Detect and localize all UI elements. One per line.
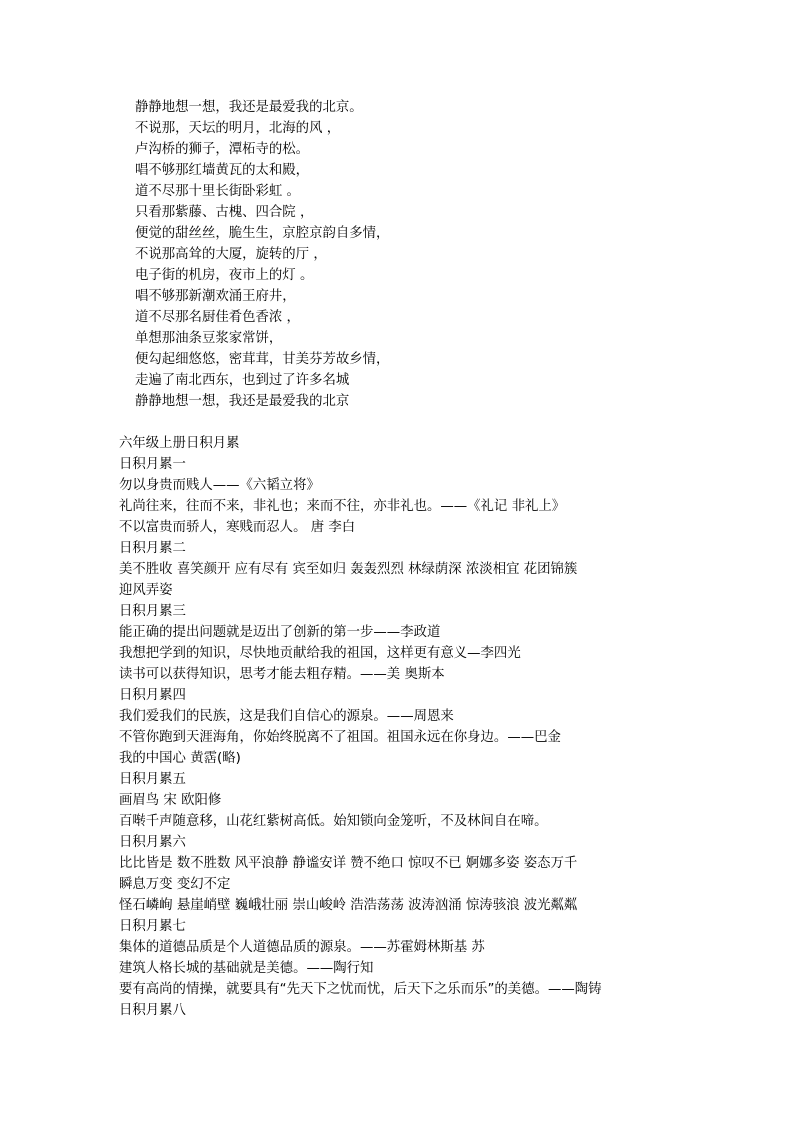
poem-line: 走遍了南北西东，也到过了许多名城 [135,373,350,388]
poem-line: 便勾起细悠悠，密茸茸，甘美芬芳故乡情， [135,352,390,367]
idiom-line: 美不胜收 喜笑颜开 应有尽有 宾至如归 轰轰烈烈 林绿荫深 浓淡相宜 花团锦簇 [119,562,578,577]
poem-line: 单想那油条豆浆家常饼， [135,331,283,346]
unit-heading: 日积月累七 [119,919,186,934]
idiom-line: 怪石嶙峋 悬崖峭壁 巍峨壮丽 崇山峻岭 浩浩荡荡 波涛汹涌 惊涛骇浪 波光粼粼 [119,898,578,913]
poem-line: 不说那高耸的大厦，旋转的厅 ， [135,247,327,262]
idiom-line: 迎风弄姿 [119,583,173,598]
poem-line: 卢沟桥的狮子，潭柘寺的松。 [135,142,310,157]
quote-line: 勿以身贵而贱人——《六韬立将》 [119,478,320,493]
section-title: 六年级上册日积月累 [119,436,240,451]
quote-line: 读书可以获得知识，思考才能去粗存精。——美 奥斯本 [119,667,445,682]
quote-line: 我们爱我们的民族，这是我们自信心的源泉。——周恩来 [119,709,454,724]
idiom-line: 比比皆是 数不胜数 风平浪静 静谧安详 赞不绝口 惊叹不已 婀娜多姿 姿态万千 [119,856,578,871]
quote-line: 集体的道德品质是个人道德品质的源泉。——苏霍姆林斯基 苏 [119,940,485,955]
poem-title-line: 画眉鸟 宋 欧阳修 [119,793,222,808]
poem-line: 电子街的机房，夜市上的灯 。 [135,268,314,283]
quote-line: 我的中国心 黄霑(略) [119,751,241,766]
poem-line: 道不尽那名厨佳肴色香浓 ， [135,310,300,325]
poem-line: 便觉的甜丝丝，脆生生，京腔京韵自多情， [135,226,390,241]
idiom-line: 瞬息万变 变幻不定 [119,877,231,892]
unit-heading: 日积月累四 [119,688,186,703]
quote-line: 建筑人格长城的基础就是美德。——陶行知 [119,961,374,976]
quote-line: 不以富贵而骄人，寒贱而忍人。 唐 李白 [119,520,356,535]
unit-heading: 日积月累三 [119,604,186,619]
quote-line: 能正确的提出问题就是迈出了创新的第一步——李政道 [119,625,441,640]
poem-line: 静静地想一想，我还是最爱我的北京 [135,394,350,409]
poem-line: 唱不够那红墙黄瓦的太和殿， [135,163,310,178]
poem-line: 只看那紫藤、古槐、四合院 ， [135,205,314,220]
quote-line: 礼尚往来，往而不来，非礼也；来而不往，亦非礼也。——《礼记 非礼上》 [119,499,566,514]
quote-line: 要有高尚的情操，就要具有“先天下之忧而忧，后天下之乐而乐”的美德。——陶铸 [119,982,602,997]
poem-body-line: 百啭千声随意移，山花红紫树高低。始知锁向金笼听，不及林间自在啼。 [119,814,548,829]
poem-line: 唱不够那新潮欢涌王府井， [135,289,296,304]
quote-line: 不管你跑到天涯海角，你始终脱离不了祖国。祖国永远在你身边。——巴金 [119,730,561,745]
unit-heading: 日积月累六 [119,835,186,850]
poem-line: 道不尽那十里长街卧彩虹 。 [135,184,300,199]
poem-line: 静静地想一想，我还是最爱我的北京。 [135,100,363,115]
unit-heading: 日积月累八 [119,1003,186,1018]
unit-heading: 日积月累一 [119,457,186,472]
unit-heading: 日积月累二 [119,541,186,556]
quote-line: 我想把学到的知识，尽快地贡献给我的祖国，这样更有意义—李四光 [119,646,521,661]
poem-line: 不说那，天坛的明月，北海的风 ， [135,121,341,136]
unit-heading: 日积月累五 [119,772,186,787]
